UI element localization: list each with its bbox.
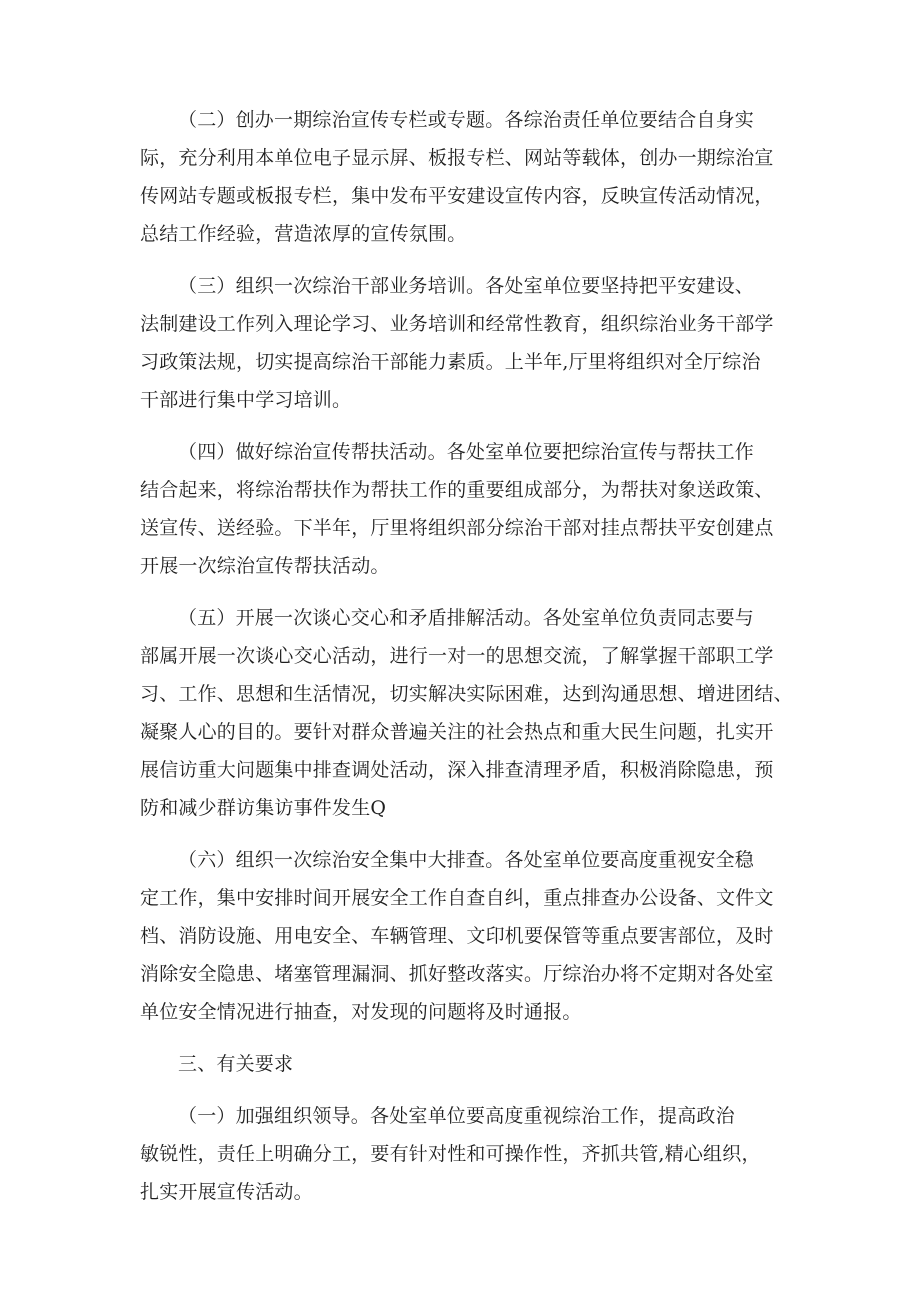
paragraph-6 xyxy=(140,841,800,1031)
text-line: 干部进行集中学习培训。 xyxy=(140,389,352,411)
document-body xyxy=(140,101,800,1211)
text-line: 法制建设工作列入理论学习、业务培训和经常性教育，组织综治业务干部学 xyxy=(140,313,774,335)
paragraph-5 xyxy=(140,599,800,827)
text-line: （二）创办一期综治宣传专栏或专题。各综治责任单位要结合自身实 xyxy=(178,109,755,131)
text-line: （一）加强组织领导。各处室单位要高度重视综治工作，提高政治 xyxy=(178,1105,735,1127)
paragraph-4 xyxy=(140,433,800,585)
text-line: 防和减少群访集访事件发生Q xyxy=(140,797,387,819)
text-line: 送宣传、送经验。下半年，厅里将组织部分综治干部对挂点帮扶平安创建点 xyxy=(140,517,774,539)
text-line: 结合起来，将综治帮扶作为帮扶工作的重要组成部分，为帮扶对象送政策、 xyxy=(140,479,774,501)
paragraph-3 xyxy=(140,267,800,419)
text-line: 凝聚人心的目的。要针对群众普遍关注的社会热点和重大民生问题，扎实开 xyxy=(140,721,774,743)
text-line: （五）开展一次谈心交心和矛盾排解活动。各处室单位负责同志要与 xyxy=(178,607,755,629)
text-line: 习、工作、思想和生活情况，切实解决实际困难，达到沟通思想、增进团结、 xyxy=(140,683,793,705)
text-line: 际，充分利用本单位电子显示屏、板报专栏、网站等载体，创办一期综治宣 xyxy=(140,147,774,169)
text-line: （六）组织一次综治安全集中大排查。各处室单位要高度重视安全稳 xyxy=(178,849,755,871)
text-line: 定工作，集中安排时间开展安全工作自查自纠，重点排查办公设备、文件文 xyxy=(140,887,774,909)
paragraph-2 xyxy=(140,101,800,253)
text-line: 消除安全隐患、堵塞管理漏洞、抓好整改落实。厅综治办将不定期对各处室 xyxy=(140,963,774,985)
text-line: 敏锐性，责任上明确分工，要有针对性和可操作性，齐抓共管,精心组织， xyxy=(140,1143,761,1165)
text-line: 总结工作经验，营造浓厚的宣传氛围。 xyxy=(140,223,467,245)
text-line: 档、消防设施、用电安全、车辆管理、文印机要保管等重点要害部位，及时 xyxy=(140,925,774,947)
paragraph-requirements-1 xyxy=(140,1097,800,1211)
text-line: （四）做好综治宣传帮扶活动。各处室单位要把综治宣传与帮扶工作 xyxy=(178,441,755,463)
text-line: 开展一次综治宣传帮扶活动。 xyxy=(140,555,390,577)
text-line: 单位安全情况进行抽查，对发现的问题将及时通报。 xyxy=(140,1001,582,1023)
text-line: 部属开展一次谈心交心活动，进行一对一的思想交流，了解掌握干部职工学 xyxy=(140,645,774,667)
text-line: 习政策法规，切实提高综治干部能力素质。上半年,厅里将组织对全厅综治 xyxy=(140,351,761,373)
text-line: （三）组织一次综治干部业务培训。各处室单位要坚持把平安建设、 xyxy=(178,275,755,297)
text-line: 传网站专题或板报专栏，集中发布平安建设宣传内容，反映宣传活动情况， xyxy=(140,185,774,207)
section-heading: 三、有关要求 xyxy=(178,1053,294,1075)
text-line: 展信访重大问题集中排查调处活动，深入排查清理矛盾，积极消除隐患，预 xyxy=(140,759,774,781)
text-line: 扎实开展宣传活动。 xyxy=(140,1181,313,1203)
